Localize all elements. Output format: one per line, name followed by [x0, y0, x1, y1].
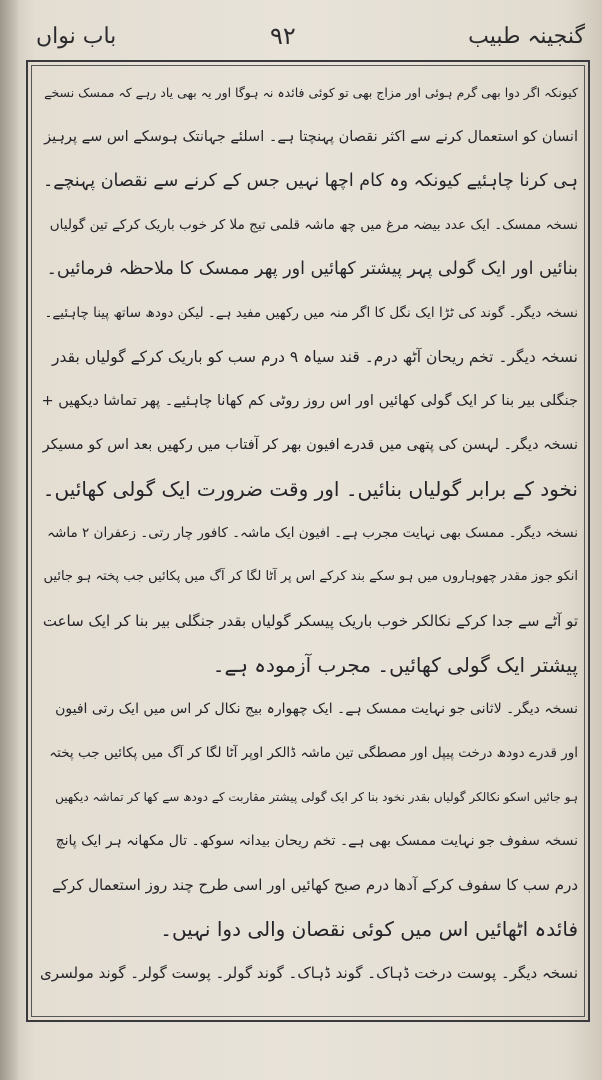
text-line: انکو جوز مقدر چھوہاروں میں ہو سکے بند کرکے اس پر آٹا لگا کر آگ میں پکائیں جب پختہ ہو جائیں [43, 569, 578, 584]
text-line: درم سب کا سفوف کرکے آدھا درم صبح کھائیں اور اسی طرح چند روز استعمال کرکے [52, 876, 578, 894]
text-line: نسخہ دیگر۔ پوست درخت ڈہاک۔ گوند ڈہاک۔ گوند گولر۔ پوست گولر۔ گوند مولسری [40, 964, 578, 982]
text-line: نسخہ دیگر۔ ممسک بھی نہایت مجرب ہے۔ افیون ایک ماشہ۔ کافور چار رتی۔ زعفران ۲ ماشہ [47, 525, 578, 541]
text-line: نسخہ ممسک۔ ایک عدد بیضہ مرغ میں چھ ماشہ قلمی تیج ملا کر خوب باریک کرکے تین گولیاں [49, 217, 578, 233]
page-number: ۹۲ [270, 22, 296, 50]
text-line: فائدہ اٹھائیں اس میں کوئی نقصان والی دوا نہیں۔ [160, 917, 578, 941]
text-line: نسخہ دیگر۔ لہسن کی پتھی میں قدرے افیون بھر کر آفتاب میں رکھیں بعد اس کو مسیکر [42, 437, 578, 453]
text-line: بنائیں اور ایک گولی پہر پیشتر کھائیں اور پھر ممسک کا ملاحظہ فرمائیں۔ [46, 259, 578, 279]
text-line: ہو جائیں اسکو نکالکر گولیاں بقدر نخود بنا کر ایک گولی پیشتر مقاربت کے دودھ سے کھا کر تماشہ دیکھیں [55, 790, 578, 804]
text-line: نسخہ دیگر۔ گوند کی ٹڑا ایک نگل کا اگر منہ میں رکھیں مفید ہے۔ لیکن دودھ ساتھ پینا چاہئیے۔ [44, 305, 578, 321]
text-line: اور قدرے دودھ درخت پیپل اور مصطگی تین ماشہ ڈالکر اوپر آٹا لگا کر آگ میں پکائیں جب پختہ [49, 745, 578, 761]
text-line: نسخہ سفوف جو نہایت ممسک بھی ہے۔ تخم ریحان بیدانہ سوکھ۔ تال مکھانہ ہر ایک پانچ [55, 833, 578, 849]
text-line: تو آٹے سے جدا کرکے نکالکر خوب باریک پیسکر گولیاں بقدر جنگلی بیر بنا کر ایک ساعت [42, 612, 578, 630]
text-line: نسخہ دیگر۔ لاثانی جو نہایت ممسک ہے۔ ایک چھوارہ بیج نکال کر اس میں ایک رتی افیون [55, 701, 578, 717]
text-line: نخود کے برابر گولیاں بنائیں۔ اور وقت ضرورت ایک گولی کھائیں۔ [42, 477, 578, 501]
book-spine [0, 0, 18, 1080]
book-title: گنجینہ طبیب [468, 24, 585, 49]
text-line: ہی کرنا چاہئیے کیونکہ وہ کام اچھا نہیں جس کے کرنے سے نقصان پہنچے۔ [42, 171, 578, 191]
chapter-heading: باب نواں [36, 24, 117, 49]
text-line: کیونکہ اگر دوا بھی گرم ہوئی اور مزاج بھی تو کوئی فائدہ نہ ہوگا اور یہ بھی یاد رہے کہ ممسک نسخے [44, 85, 578, 100]
page-body-text [40, 70, 578, 1010]
text-line: پیشتر ایک گولی کھائیں۔ مجرب آزمودہ ہے۔ [212, 653, 578, 677]
text-line: جنگلی بیر بنا کر ایک گولی کھائیں اور اس روز روٹی کم کھانا چاہئیے۔ پھر تماشا دیکھیں + [41, 393, 578, 409]
text-line: انسان کو استعمال کرنے سے اکثر نقصان پہنچتا ہے۔ اسلئے جہانتک ہوسکے اس سے پرہیز [44, 129, 578, 145]
page-header [30, 20, 585, 56]
text-line: نسخہ دیگر۔ تخم ریحان آٹھ درم۔ قند سیاہ ۹ درم سب کو باریک کرکے گولیاں بقدر [52, 348, 578, 366]
